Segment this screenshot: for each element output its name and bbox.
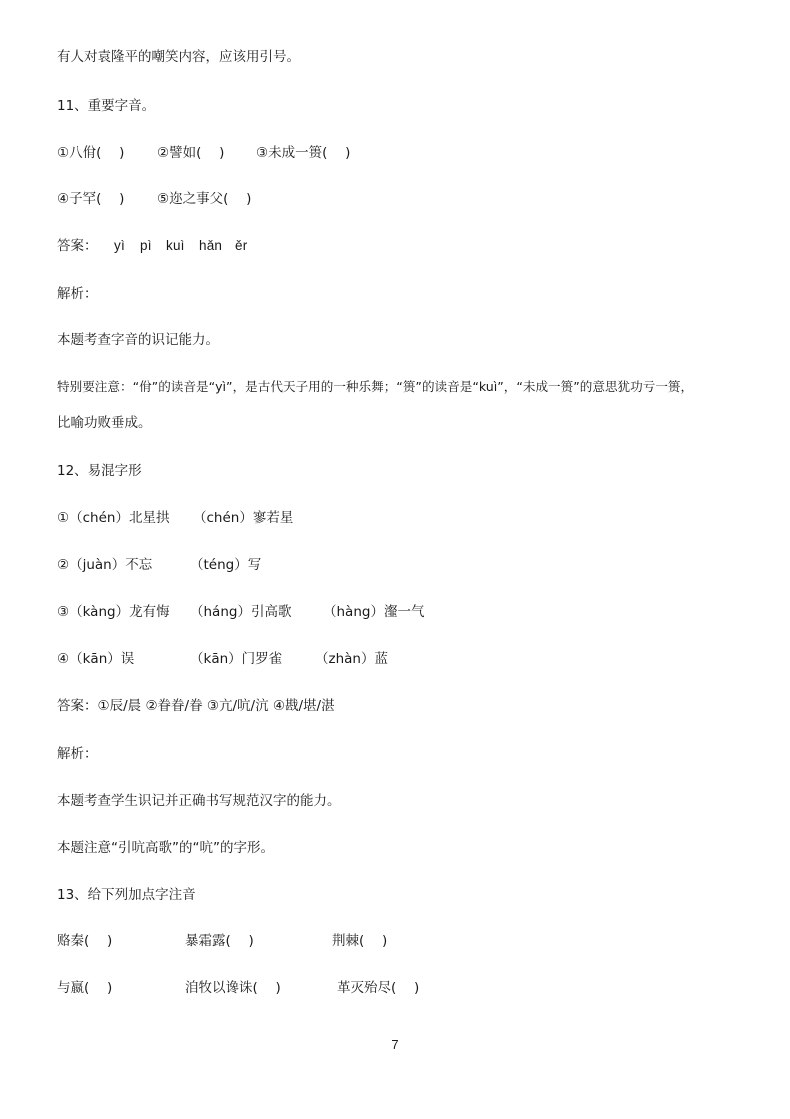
item-3b: （háng）引高歌	[190, 604, 292, 620]
item-4b: （kān）门罗雀	[190, 651, 283, 667]
item-1: 赂秦( )	[57, 933, 113, 949]
item-1b: （chén）寥若星	[193, 510, 294, 526]
analysis-12-note: 本题注意“引吭高歌”的“吭”的字形。	[57, 840, 274, 856]
item-1: ①八佾( )	[57, 145, 125, 161]
answer-label: 答案：	[57, 238, 98, 254]
answer-pinyin-1: yì	[114, 238, 125, 253]
question-13-heading: 13、给下列加点字注音	[57, 887, 196, 903]
question-11-heading: 11、重要字音。	[57, 98, 156, 114]
question-11-row-2	[57, 189, 757, 209]
analysis-11-note: 特别要注意：“佾”的读音是“yì”，是古代天子用的一种乐舞；“篑”的读音是“kuì”，“未成一篑”的意思犹功亏一篑，	[57, 379, 694, 394]
item-2: 暴霜露( )	[185, 933, 254, 949]
item-3: ③未成一篑( )	[256, 145, 351, 161]
item-4: ④子罕( )	[57, 191, 125, 207]
item-6: 革灭殆尽( )	[337, 980, 420, 996]
item-4: 与嬴( )	[57, 980, 113, 996]
item-4: ④（kān）误	[57, 651, 135, 667]
analysis-12-text: 本题考查学生识记并正确书写规范汉字的能力。	[57, 793, 341, 809]
item-2: ②譬如( )	[157, 145, 225, 161]
item-2b: （téng）写	[190, 557, 262, 573]
question-11-row-1	[57, 143, 757, 163]
answer-pinyin-3: kuì	[166, 238, 185, 253]
item-1: ①（chén）北星拱	[57, 510, 170, 526]
paragraph-quote-note: 有人对袁隆平的嘲笑内容，应该用引号。	[57, 49, 300, 65]
item-4c: （zhàn）蓝	[315, 651, 388, 667]
item-2: ②（juàn）不忘	[57, 557, 153, 573]
question-12-heading: 12、易混字形	[57, 463, 142, 479]
question-12-row-1	[57, 508, 757, 528]
answer-pinyin-4: hǎn	[199, 238, 223, 253]
item-5: ⑤迩之事父( )	[157, 191, 252, 207]
analysis-label-11: 解析：	[57, 286, 98, 302]
question-12-row-3	[57, 602, 757, 622]
analysis-11-text: 本题考查字音的识记能力。	[57, 332, 219, 348]
item-5: 洎牧以谗诛( )	[185, 980, 281, 996]
question-12-answer: 答案：①辰/晨 ②眷眷/眷 ③亢/吭/沆 ④戡/堪/湛	[57, 698, 335, 714]
question-11-answer	[57, 236, 757, 256]
question-12-row-2	[57, 555, 757, 575]
question-13-row-1	[57, 931, 757, 951]
answer-pinyin-5: ěr	[235, 238, 248, 253]
question-12-row-4	[57, 649, 757, 669]
item-3: ③（kàng）龙有悔	[57, 604, 170, 620]
item-3c: （hàng）瀣一气	[323, 604, 425, 620]
analysis-label-12: 解析：	[57, 746, 98, 762]
item-3: 荆棘( )	[332, 933, 388, 949]
answer-pinyin-2: pì	[140, 238, 152, 253]
page-number: 7	[391, 1037, 399, 1052]
question-13-row-2	[57, 978, 757, 998]
analysis-11-note-cont: 比喻功败垂成。	[57, 415, 152, 431]
